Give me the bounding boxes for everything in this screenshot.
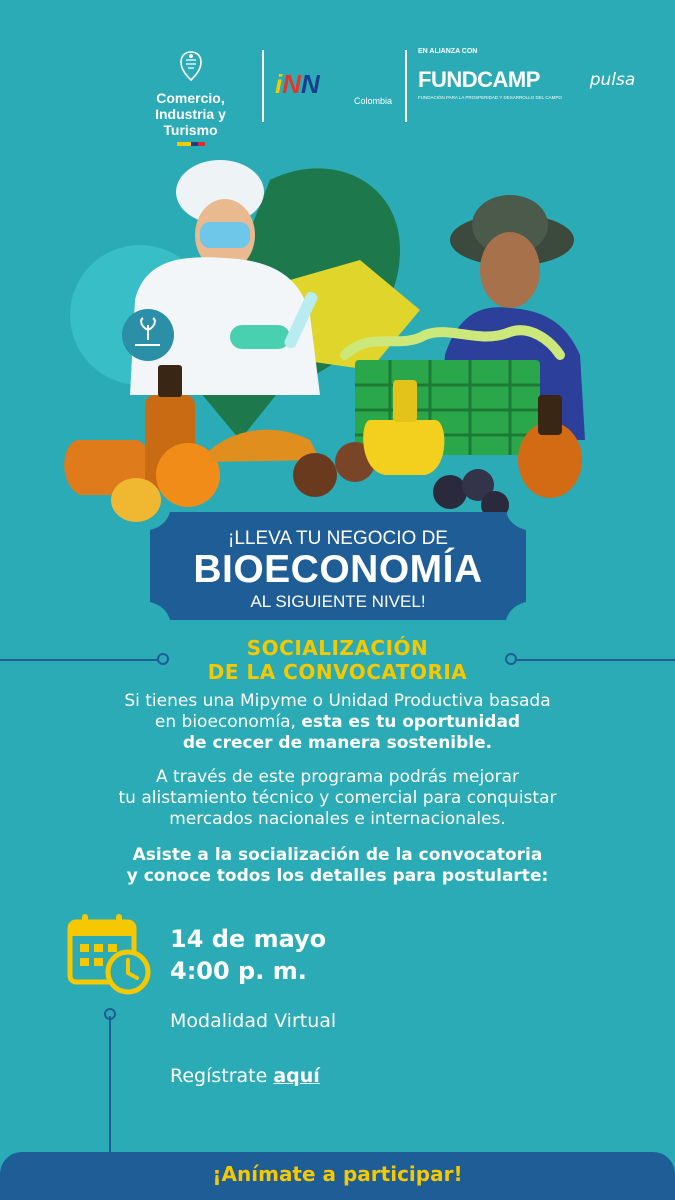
footer-cta-text: ¡Anímate a participar! [212,1162,463,1186]
event-modality: Modalidad Virtual [170,1010,337,1032]
innpulsa-n2: N [301,69,320,99]
program-line3: mercados nacionales e internacionales. [169,809,506,829]
colombia-seal-icon [177,50,205,82]
invite-paragraph [0,845,675,887]
fundcamp-logo [418,48,562,100]
program-line2: tu alistamiento técnico y comercial para conquistar [118,788,557,808]
innpulsa-country: Colombia [353,96,392,106]
logo-divider [262,50,264,122]
section-title [0,636,675,684]
timeline-line [109,1016,111,1156]
mincit-logo [128,50,253,146]
invite-line1: Asiste a la socialización de la convocatoria [132,845,543,865]
headline-line3: AL SIGUIENTE NIVEL! [250,592,426,611]
fundcamp-name: FUNDCAMP [418,67,540,92]
program-line1: A través de este programa podrás mejorar [156,767,519,787]
event-datetime [170,923,326,987]
headline-main: BIOECONOMÍA [193,548,483,591]
mincit-name-line1: Comercio, [156,90,225,106]
berries [433,475,467,509]
section-title-line1: SOCIALIZACIÓN [246,636,429,660]
innpulsa-i: i [275,69,283,99]
invite-line2: y conoce todos los detalles para postularte: [126,866,549,886]
intro-line2-text: en bioeconomía, [154,712,302,732]
program-paragraph [0,767,675,830]
mincit-name-line2: Industria y Turismo [155,106,226,138]
innpulsa-word: pulsa [589,70,636,90]
intro-line2-bold: esta es tu oportunidad [301,712,521,732]
headline-line1: ¡LLEVA TU NEGOCIO DE [228,528,448,549]
alliance-label: EN ALIANZA CON [418,48,478,55]
logo-divider [405,50,407,122]
partner-logos [0,40,675,138]
headline-banner [150,512,526,620]
fundcamp-tagline: FUNDACIÓN PARA LA PROSPERIDAD Y DESARROLLO DEL CAMPO [418,95,562,100]
intro-line3-bold: de crecer de manera sostenible. [182,733,493,753]
section-title-line2: DE LA CONVOCATORIA [207,660,468,684]
calendar-clock-icon [66,912,152,996]
innpulsa-n1: N [282,69,302,99]
intro-paragraph [0,691,675,754]
register-link[interactable]: aquí [273,1065,320,1087]
hero-illustration [40,140,640,530]
event-date: 14 de mayo [170,925,327,953]
footer-cta-bar [0,1152,675,1200]
sacha-inchi [293,453,337,497]
register-prefix: Regístrate [170,1065,274,1087]
oil-flask [363,420,444,475]
register-line [170,1065,320,1087]
event-time: 4:00 p. m. [170,957,307,985]
intro-line1: Si tienes una Mipyme o Unidad Productiva basada [124,691,551,711]
